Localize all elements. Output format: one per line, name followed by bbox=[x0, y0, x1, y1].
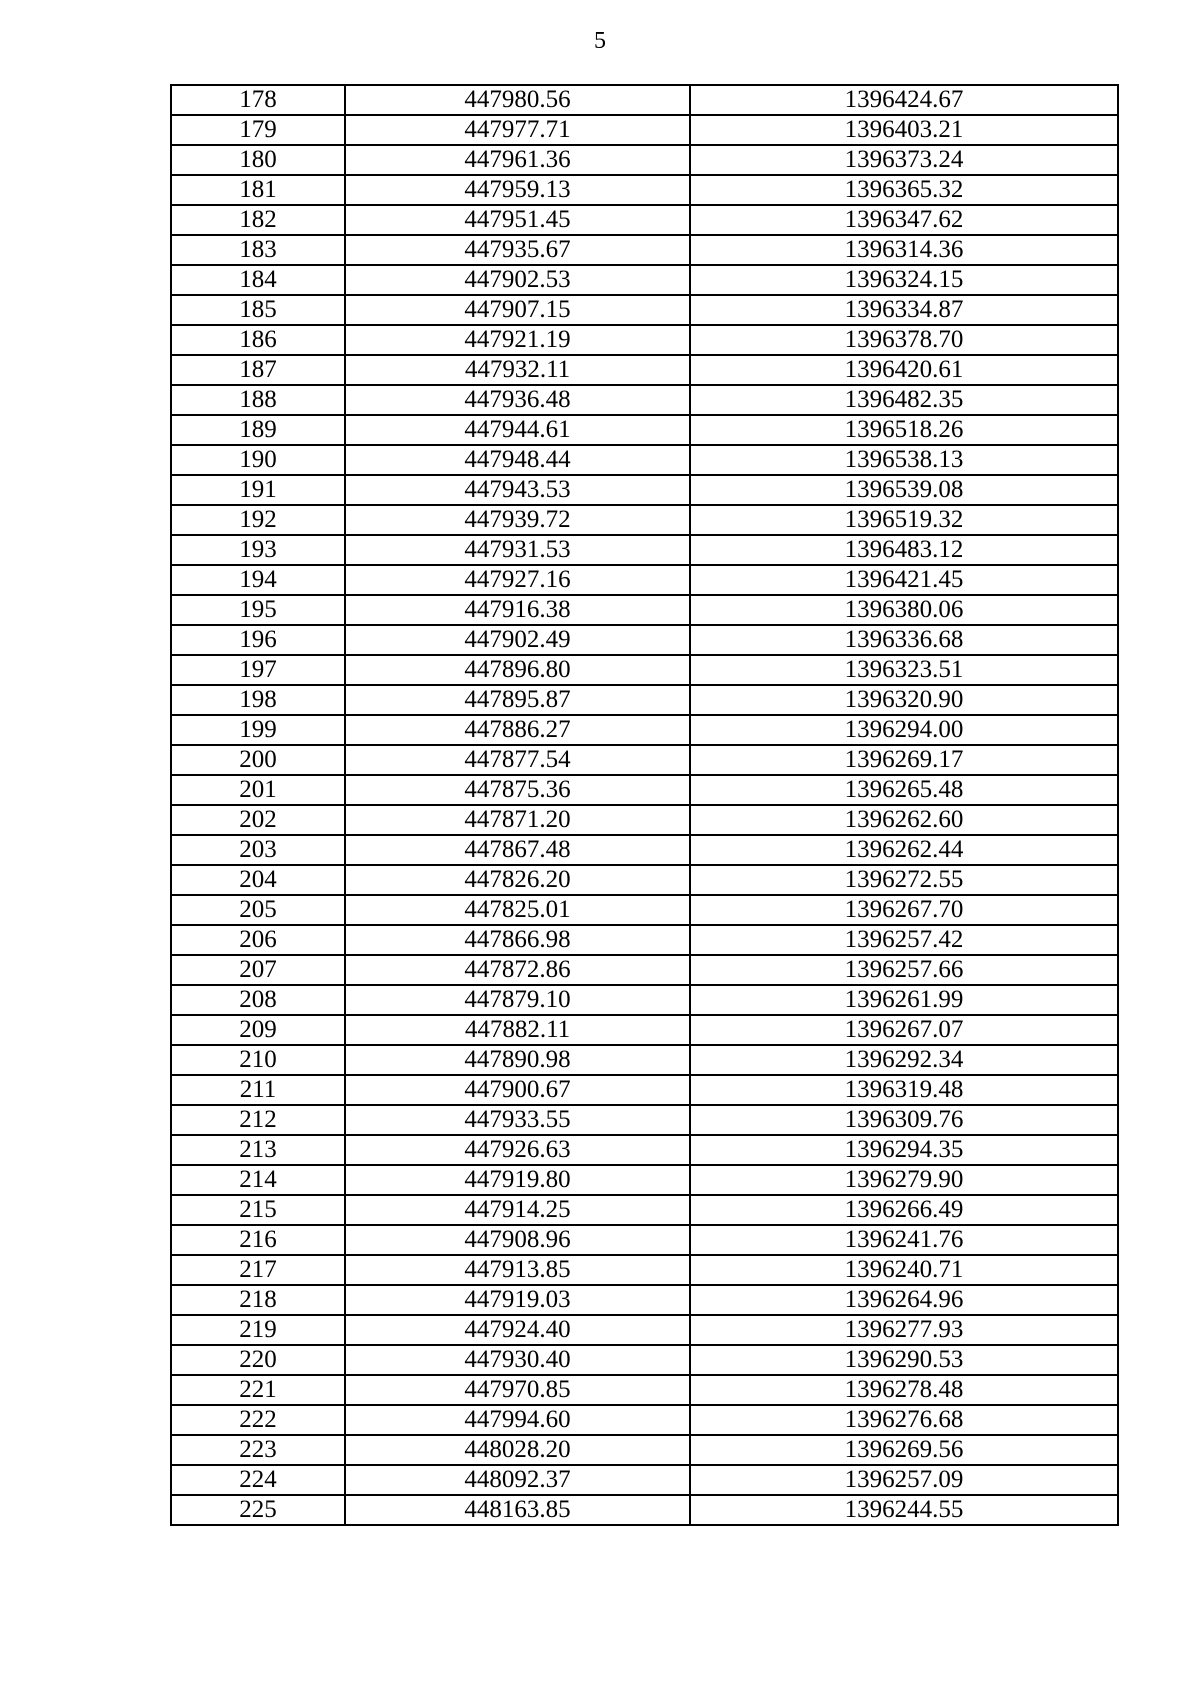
point-number-cell: 213 bbox=[171, 1135, 345, 1165]
y-coordinate-cell: 1396373.24 bbox=[690, 145, 1118, 175]
point-number-cell: 196 bbox=[171, 625, 345, 655]
table-row bbox=[171, 1105, 1118, 1135]
point-number-cell: 179 bbox=[171, 115, 345, 145]
y-coordinate-cell: 1396539.08 bbox=[690, 475, 1118, 505]
table-row bbox=[171, 1465, 1118, 1495]
y-coordinate-cell: 1396518.26 bbox=[690, 415, 1118, 445]
point-number-cell: 178 bbox=[171, 85, 345, 115]
y-coordinate-cell: 1396241.76 bbox=[690, 1225, 1118, 1255]
y-coordinate-cell: 1396482.35 bbox=[690, 385, 1118, 415]
table-row bbox=[171, 625, 1118, 655]
table-row bbox=[171, 265, 1118, 295]
x-coordinate-cell: 447825.01 bbox=[345, 895, 690, 925]
y-coordinate-cell: 1396244.55 bbox=[690, 1495, 1118, 1525]
table-row bbox=[171, 865, 1118, 895]
point-number-cell: 186 bbox=[171, 325, 345, 355]
x-coordinate-cell: 447980.56 bbox=[345, 85, 690, 115]
x-coordinate-cell: 447875.36 bbox=[345, 775, 690, 805]
table-row bbox=[171, 325, 1118, 355]
coordinates-table bbox=[170, 84, 1119, 1526]
x-coordinate-cell: 447895.87 bbox=[345, 685, 690, 715]
point-number-cell: 219 bbox=[171, 1315, 345, 1345]
y-coordinate-cell: 1396336.68 bbox=[690, 625, 1118, 655]
point-number-cell: 201 bbox=[171, 775, 345, 805]
x-coordinate-cell: 447935.67 bbox=[345, 235, 690, 265]
point-number-cell: 220 bbox=[171, 1345, 345, 1375]
y-coordinate-cell: 1396334.87 bbox=[690, 295, 1118, 325]
table-row bbox=[171, 115, 1118, 145]
x-coordinate-cell: 447890.98 bbox=[345, 1045, 690, 1075]
x-coordinate-cell: 447907.15 bbox=[345, 295, 690, 325]
point-number-cell: 193 bbox=[171, 535, 345, 565]
y-coordinate-cell: 1396483.12 bbox=[690, 535, 1118, 565]
y-coordinate-cell: 1396266.49 bbox=[690, 1195, 1118, 1225]
point-number-cell: 225 bbox=[171, 1495, 345, 1525]
table-row bbox=[171, 715, 1118, 745]
point-number-cell: 209 bbox=[171, 1015, 345, 1045]
table-row bbox=[171, 1045, 1118, 1075]
table-row bbox=[171, 505, 1118, 535]
table-row bbox=[171, 835, 1118, 865]
point-number-cell: 189 bbox=[171, 415, 345, 445]
y-coordinate-cell: 1396278.48 bbox=[690, 1375, 1118, 1405]
x-coordinate-cell: 447902.53 bbox=[345, 265, 690, 295]
table-row bbox=[171, 775, 1118, 805]
table-row bbox=[171, 1315, 1118, 1345]
table-row bbox=[171, 295, 1118, 325]
x-coordinate-cell: 447877.54 bbox=[345, 745, 690, 775]
x-coordinate-cell: 447936.48 bbox=[345, 385, 690, 415]
table-row bbox=[171, 1225, 1118, 1255]
x-coordinate-cell: 447866.98 bbox=[345, 925, 690, 955]
x-coordinate-cell: 447951.45 bbox=[345, 205, 690, 235]
point-number-cell: 221 bbox=[171, 1375, 345, 1405]
y-coordinate-cell: 1396261.99 bbox=[690, 985, 1118, 1015]
x-coordinate-cell: 447867.48 bbox=[345, 835, 690, 865]
table-row bbox=[171, 955, 1118, 985]
table-row bbox=[171, 1435, 1118, 1465]
point-number-cell: 188 bbox=[171, 385, 345, 415]
x-coordinate-cell: 448092.37 bbox=[345, 1465, 690, 1495]
y-coordinate-cell: 1396279.90 bbox=[690, 1165, 1118, 1195]
point-number-cell: 194 bbox=[171, 565, 345, 595]
y-coordinate-cell: 1396421.45 bbox=[690, 565, 1118, 595]
y-coordinate-cell: 1396320.90 bbox=[690, 685, 1118, 715]
x-coordinate-cell: 447931.53 bbox=[345, 535, 690, 565]
point-number-cell: 180 bbox=[171, 145, 345, 175]
y-coordinate-cell: 1396380.06 bbox=[690, 595, 1118, 625]
x-coordinate-cell: 448163.85 bbox=[345, 1495, 690, 1525]
y-coordinate-cell: 1396314.36 bbox=[690, 235, 1118, 265]
x-coordinate-cell: 447871.20 bbox=[345, 805, 690, 835]
point-number-cell: 214 bbox=[171, 1165, 345, 1195]
x-coordinate-cell: 447882.11 bbox=[345, 1015, 690, 1045]
x-coordinate-cell: 447959.13 bbox=[345, 175, 690, 205]
table-row bbox=[171, 445, 1118, 475]
y-coordinate-cell: 1396262.60 bbox=[690, 805, 1118, 835]
point-number-cell: 205 bbox=[171, 895, 345, 925]
table-row bbox=[171, 235, 1118, 265]
table-row bbox=[171, 685, 1118, 715]
point-number-cell: 202 bbox=[171, 805, 345, 835]
y-coordinate-cell: 1396240.71 bbox=[690, 1255, 1118, 1285]
y-coordinate-cell: 1396538.13 bbox=[690, 445, 1118, 475]
y-coordinate-cell: 1396262.44 bbox=[690, 835, 1118, 865]
y-coordinate-cell: 1396290.53 bbox=[690, 1345, 1118, 1375]
x-coordinate-cell: 447970.85 bbox=[345, 1375, 690, 1405]
point-number-cell: 217 bbox=[171, 1255, 345, 1285]
x-coordinate-cell: 447919.03 bbox=[345, 1285, 690, 1315]
x-coordinate-cell: 447933.55 bbox=[345, 1105, 690, 1135]
x-coordinate-cell: 447914.25 bbox=[345, 1195, 690, 1225]
y-coordinate-cell: 1396403.21 bbox=[690, 115, 1118, 145]
x-coordinate-cell: 447994.60 bbox=[345, 1405, 690, 1435]
table-row bbox=[171, 925, 1118, 955]
table-row bbox=[171, 1135, 1118, 1165]
point-number-cell: 192 bbox=[171, 505, 345, 535]
y-coordinate-cell: 1396276.68 bbox=[690, 1405, 1118, 1435]
y-coordinate-cell: 1396420.61 bbox=[690, 355, 1118, 385]
point-number-cell: 206 bbox=[171, 925, 345, 955]
x-coordinate-cell: 447977.71 bbox=[345, 115, 690, 145]
table-row bbox=[171, 355, 1118, 385]
point-number-cell: 212 bbox=[171, 1105, 345, 1135]
point-number-cell: 208 bbox=[171, 985, 345, 1015]
y-coordinate-cell: 1396294.00 bbox=[690, 715, 1118, 745]
y-coordinate-cell: 1396378.70 bbox=[690, 325, 1118, 355]
y-coordinate-cell: 1396347.62 bbox=[690, 205, 1118, 235]
point-number-cell: 218 bbox=[171, 1285, 345, 1315]
y-coordinate-cell: 1396324.15 bbox=[690, 265, 1118, 295]
point-number-cell: 224 bbox=[171, 1465, 345, 1495]
y-coordinate-cell: 1396294.35 bbox=[690, 1135, 1118, 1165]
table-row bbox=[171, 535, 1118, 565]
x-coordinate-cell: 447924.40 bbox=[345, 1315, 690, 1345]
point-number-cell: 222 bbox=[171, 1405, 345, 1435]
y-coordinate-cell: 1396424.67 bbox=[690, 85, 1118, 115]
table-row bbox=[171, 205, 1118, 235]
table-row bbox=[171, 1075, 1118, 1105]
table-row bbox=[171, 1375, 1118, 1405]
y-coordinate-cell: 1396257.09 bbox=[690, 1465, 1118, 1495]
y-coordinate-cell: 1396265.48 bbox=[690, 775, 1118, 805]
x-coordinate-cell: 447944.61 bbox=[345, 415, 690, 445]
point-number-cell: 187 bbox=[171, 355, 345, 385]
x-coordinate-cell: 447921.19 bbox=[345, 325, 690, 355]
x-coordinate-cell: 447826.20 bbox=[345, 865, 690, 895]
page-number: 5 bbox=[594, 28, 606, 54]
x-coordinate-cell: 447879.10 bbox=[345, 985, 690, 1015]
x-coordinate-cell: 447872.86 bbox=[345, 955, 690, 985]
table-row bbox=[171, 1255, 1118, 1285]
x-coordinate-cell: 447913.85 bbox=[345, 1255, 690, 1285]
table-row bbox=[171, 595, 1118, 625]
table-row bbox=[171, 1405, 1118, 1435]
point-number-cell: 181 bbox=[171, 175, 345, 205]
x-coordinate-cell: 447961.36 bbox=[345, 145, 690, 175]
table-row bbox=[171, 175, 1118, 205]
x-coordinate-cell: 447900.67 bbox=[345, 1075, 690, 1105]
x-coordinate-cell: 447948.44 bbox=[345, 445, 690, 475]
table-row bbox=[171, 565, 1118, 595]
point-number-cell: 207 bbox=[171, 955, 345, 985]
point-number-cell: 204 bbox=[171, 865, 345, 895]
y-coordinate-cell: 1396269.17 bbox=[690, 745, 1118, 775]
table-row bbox=[171, 1015, 1118, 1045]
point-number-cell: 215 bbox=[171, 1195, 345, 1225]
point-number-cell: 199 bbox=[171, 715, 345, 745]
y-coordinate-cell: 1396319.48 bbox=[690, 1075, 1118, 1105]
table-row bbox=[171, 745, 1118, 775]
y-coordinate-cell: 1396257.66 bbox=[690, 955, 1118, 985]
table-row bbox=[171, 415, 1118, 445]
coordinates-table-body bbox=[171, 85, 1118, 1525]
table-row bbox=[171, 1165, 1118, 1195]
y-coordinate-cell: 1396269.56 bbox=[690, 1435, 1118, 1465]
point-number-cell: 216 bbox=[171, 1225, 345, 1255]
y-coordinate-cell: 1396277.93 bbox=[690, 1315, 1118, 1345]
point-number-cell: 195 bbox=[171, 595, 345, 625]
point-number-cell: 185 bbox=[171, 295, 345, 325]
table-row bbox=[171, 985, 1118, 1015]
y-coordinate-cell: 1396264.96 bbox=[690, 1285, 1118, 1315]
y-coordinate-cell: 1396257.42 bbox=[690, 925, 1118, 955]
point-number-cell: 184 bbox=[171, 265, 345, 295]
x-coordinate-cell: 447902.49 bbox=[345, 625, 690, 655]
x-coordinate-cell: 447927.16 bbox=[345, 565, 690, 595]
point-number-cell: 198 bbox=[171, 685, 345, 715]
y-coordinate-cell: 1396272.55 bbox=[690, 865, 1118, 895]
x-coordinate-cell: 447886.27 bbox=[345, 715, 690, 745]
x-coordinate-cell: 447916.38 bbox=[345, 595, 690, 625]
table-row bbox=[171, 895, 1118, 925]
point-number-cell: 200 bbox=[171, 745, 345, 775]
point-number-cell: 182 bbox=[171, 205, 345, 235]
y-coordinate-cell: 1396323.51 bbox=[690, 655, 1118, 685]
table-row bbox=[171, 1285, 1118, 1315]
x-coordinate-cell: 447930.40 bbox=[345, 1345, 690, 1375]
table-row bbox=[171, 145, 1118, 175]
point-number-cell: 190 bbox=[171, 445, 345, 475]
y-coordinate-cell: 1396309.76 bbox=[690, 1105, 1118, 1135]
y-coordinate-cell: 1396365.32 bbox=[690, 175, 1118, 205]
x-coordinate-cell: 447943.53 bbox=[345, 475, 690, 505]
table-row bbox=[171, 1345, 1118, 1375]
x-coordinate-cell: 447932.11 bbox=[345, 355, 690, 385]
x-coordinate-cell: 447939.72 bbox=[345, 505, 690, 535]
table-row bbox=[171, 805, 1118, 835]
table-row bbox=[171, 475, 1118, 505]
point-number-cell: 203 bbox=[171, 835, 345, 865]
table-row bbox=[171, 655, 1118, 685]
y-coordinate-cell: 1396267.70 bbox=[690, 895, 1118, 925]
x-coordinate-cell: 447908.96 bbox=[345, 1225, 690, 1255]
point-number-cell: 183 bbox=[171, 235, 345, 265]
y-coordinate-cell: 1396519.32 bbox=[690, 505, 1118, 535]
point-number-cell: 197 bbox=[171, 655, 345, 685]
table-row bbox=[171, 85, 1118, 115]
point-number-cell: 223 bbox=[171, 1435, 345, 1465]
table-row bbox=[171, 1495, 1118, 1525]
table-row bbox=[171, 385, 1118, 415]
x-coordinate-cell: 448028.20 bbox=[345, 1435, 690, 1465]
table-row bbox=[171, 1195, 1118, 1225]
x-coordinate-cell: 447919.80 bbox=[345, 1165, 690, 1195]
x-coordinate-cell: 447896.80 bbox=[345, 655, 690, 685]
x-coordinate-cell: 447926.63 bbox=[345, 1135, 690, 1165]
point-number-cell: 191 bbox=[171, 475, 345, 505]
point-number-cell: 210 bbox=[171, 1045, 345, 1075]
point-number-cell: 211 bbox=[171, 1075, 345, 1105]
y-coordinate-cell: 1396292.34 bbox=[690, 1045, 1118, 1075]
y-coordinate-cell: 1396267.07 bbox=[690, 1015, 1118, 1045]
